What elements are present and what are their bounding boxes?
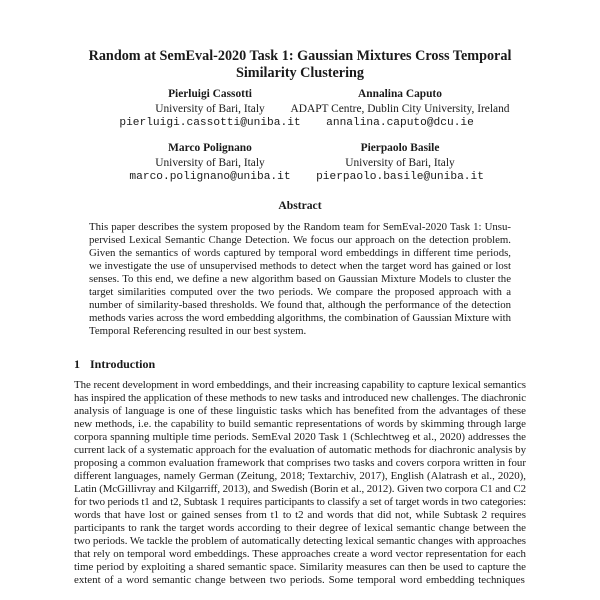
abstract-line: target similarities computed over the two periods. We compare the proposed approach with a — [89, 286, 511, 298]
section-heading — [74, 357, 155, 372]
body-line: extent of a word semantic change between two periods. Some temporal word embedding techniques — [74, 574, 525, 586]
abstract-line: Temporal Referencing resulted in our best system. — [89, 325, 307, 337]
author-email: pierluigi.cassotti@uniba.it — [119, 117, 301, 129]
section-number: 1 — [74, 357, 80, 371]
author-affiliation: University of Bari, Italy — [345, 156, 455, 169]
body-line: for two periods t1 and t2, Subtask 1 requires participants to classify a set of target words in two categories: — [74, 496, 526, 508]
author-email: annalina.caputo@dcu.ie — [326, 117, 474, 129]
abstract-line: This paper describes the system proposed by the Random team for SemEval-2020 Task 1: Unsu- — [89, 221, 511, 233]
author-email: marco.polignano@uniba.it — [129, 171, 291, 183]
author-affiliation: University of Bari, Italy — [155, 156, 265, 169]
abstract-line: methods varies across the word embedding algorithms, the combination of Gaussian Mixture with — [89, 312, 511, 324]
author-block-2 — [280, 87, 520, 131]
abstract-line: number of similarity-based thresholds. We found that, although the performance of the detection — [89, 299, 511, 311]
title-line-2: Similarity Clustering — [235, 65, 365, 81]
abstract-heading: Abstract — [278, 199, 322, 212]
abstract-line: we investigate the use of unsupervised methods to detect when the target word has gained or lost — [89, 260, 511, 272]
abstract-line: pervised Lexical Semantic Change Detection. We focus our approach on the detection problem. — [89, 234, 511, 246]
body-line: that rely on temporal word embeddings. These approaches create a word vector representation for each — [74, 548, 526, 560]
body-line: time period by exploiting a shared semantic space. Similarity measures can then be used to capture the — [74, 561, 526, 573]
section-title: Introduction — [90, 357, 156, 371]
body-line: analysis of language is one of these linguistic tasks which has benefited from the advantages of these — [74, 405, 526, 417]
author-name: Pierpaolo Basile — [360, 142, 440, 154]
author-email: pierpaolo.basile@uniba.it — [316, 171, 484, 183]
author-name: Annalina Caputo — [358, 88, 442, 100]
body-line: proposing a common evaluation framework that comprises two tasks and covers corpora written in four — [74, 457, 526, 469]
author-block-3 — [100, 141, 320, 185]
author-affiliation: University of Bari, Italy — [155, 102, 265, 115]
body-line: current lack of a systematic approach for the evaluation of automatic methods for diachronic analysis by — [74, 444, 526, 456]
body-line: new methods, i.e. the capability to build semantic representations of words by skimming through large — [74, 418, 526, 430]
body-line: The recent development in word embeddings, and their increasing capability to capture lexical semantics — [74, 379, 526, 391]
author-block-4 — [300, 141, 500, 185]
body-line: corpora spanning multiple time periods. SemEval 2020 Task 1 (Schlechtweg et al., 2020) addresses the — [74, 431, 526, 443]
author-affiliation: ADAPT Centre, Dublin City University, Ireland — [290, 102, 510, 115]
author-name: Marco Polignano — [168, 142, 252, 154]
paper-title — [70, 48, 530, 82]
abstract-line: senses. To this end, we define a new algorithm based on Gaussian Mixture Models to cluster the — [89, 273, 511, 285]
body-line: words that have lost or gained senses from t1 to t2 and words that did not, while Subtask 2 requires — [74, 509, 526, 521]
author-name: Pierluigi Cassotti — [168, 88, 252, 100]
body-line: two periods. We tackle the problem of automatically detecting lexical semantic changes with approaches — [74, 535, 526, 547]
body-line: Latin (McGillivray and Kilgarriff, 2013), and Swedish (Borin et al., 2012). Given two corpora C1 and C2 — [74, 483, 526, 495]
body-line: participants to rank the target words according to their degree of lexical semantic change between the — [74, 522, 526, 534]
body-line: has inspired the application of these methods to new tasks and introduced new challenges. The diachronic — [74, 392, 526, 404]
abstract-line: Given the semantics of words captured by temporal word embeddings in different time periods, — [89, 247, 511, 259]
body-line: different languages, namely German (Zeitung, 2018; Textarchiv, 2017), English (Alatrash et al., 2020), — [74, 470, 526, 482]
title-line-1: Random at SemEval-2020 Task 1: Gaussian Mixtures Cross Temporal — [88, 48, 512, 64]
